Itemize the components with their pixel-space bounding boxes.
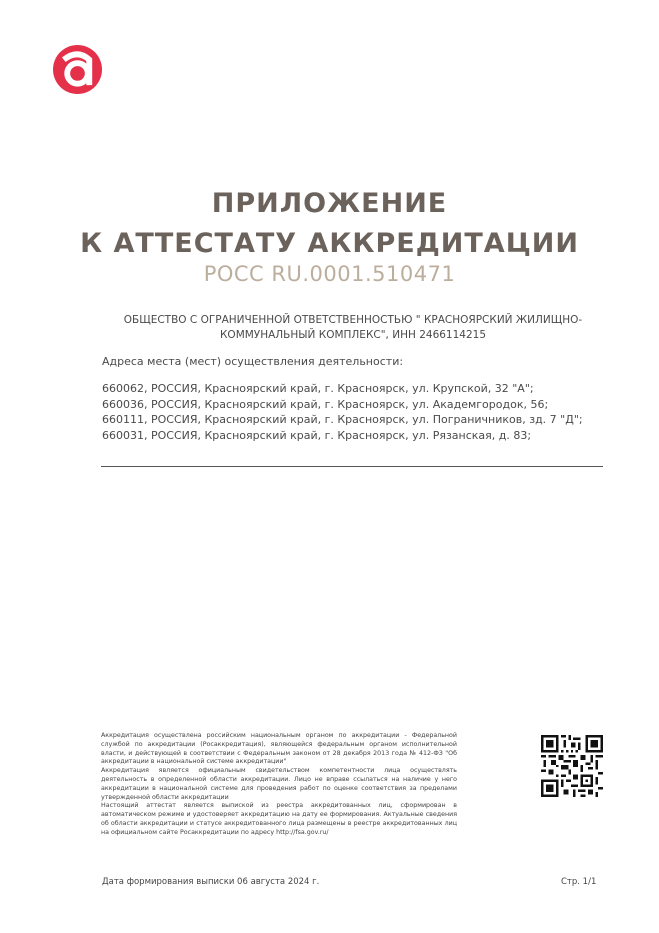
registration-number: РОСС RU.0001.510471 — [203, 262, 456, 286]
address-item: 660062, РОССИЯ, Красноярский край, г. Красноярск, ул. Крупской, 32 "А"; — [102, 382, 534, 395]
page-number: Стр. 1/1 — [561, 877, 597, 887]
legal-notice — [101, 732, 457, 838]
address-item: 660036, РОССИЯ, Красноярский край, г. Красноярск, ул. Академгородок, 56; — [102, 397, 549, 411]
page-title: ПРИЛОЖЕНИЕ — [211, 188, 448, 219]
legal-paragraph: Настоящий аттестат является выпиской из реестра аккредитованных лиц, сформирован в автоматическом режиме и удостоверяет аккредитацию на дату ее формирования. Актуальные сведения об области аккредитации и статусе аккредитованного лица размещены в реестре аккредитованных лиц на официальном сайте Росаккредитации по адресу http://fsa.gov.ru/ — [101, 802, 457, 836]
address-item: 660031, РОССИЯ, Красноярский край, г. Красноярск, ул. Рязанская, д. 83; — [102, 428, 532, 442]
address-item: 660111, РОССИЯ, Красноярский край, г. Красноярск, ул. Пограничников, зд. 7 "Д"; — [102, 413, 583, 426]
divider — [101, 466, 603, 467]
page-subtitle: К АТТЕСТАТУ АККРЕДИТАЦИИ — [80, 228, 579, 259]
qr-code-icon[interactable] — [541, 735, 603, 797]
organization-name: ОБЩЕСТВО С ОГРАНИЧЕННОЙ ОТВЕТСТВЕННОСТЬЮ " КРАСНОЯРСКИЙ ЖИЛИЩНО-КОММУНАЛЬНЫЙ КОМПЛЕКС", ИНН 2466114215 — [123, 314, 583, 341]
rosaccreditation-logo-icon — [53, 45, 102, 94]
address-list — [102, 381, 583, 443]
legal-paragraph: Аккредитация осуществлена российским национальным органом по аккредитации - Федеральной службой по аккредитации (Росаккредитация), являющейся федеральным органом исполнительной власти, и действующей в соответствии с Федеральным законом от 28 декабря 2013 года № 412-ФЗ "Об аккредитации в национальной системе аккредитации" — [101, 732, 457, 766]
legal-paragraph: Аккредитация является официальным свидетельством компетентности лица осуществлять деятельность в определенной области аккредитации. Лицо не вправе ссылаться на наличие у него аккредитации в национальной системе для проведения работ по оценке соответствия за пределами утвержденной области аккредитации — [101, 767, 457, 801]
footer-date: Дата формирования выписки 06 августа 2024 г. — [102, 877, 320, 887]
addresses-heading: Адреса места (мест) осуществления деятельности: — [102, 355, 404, 368]
